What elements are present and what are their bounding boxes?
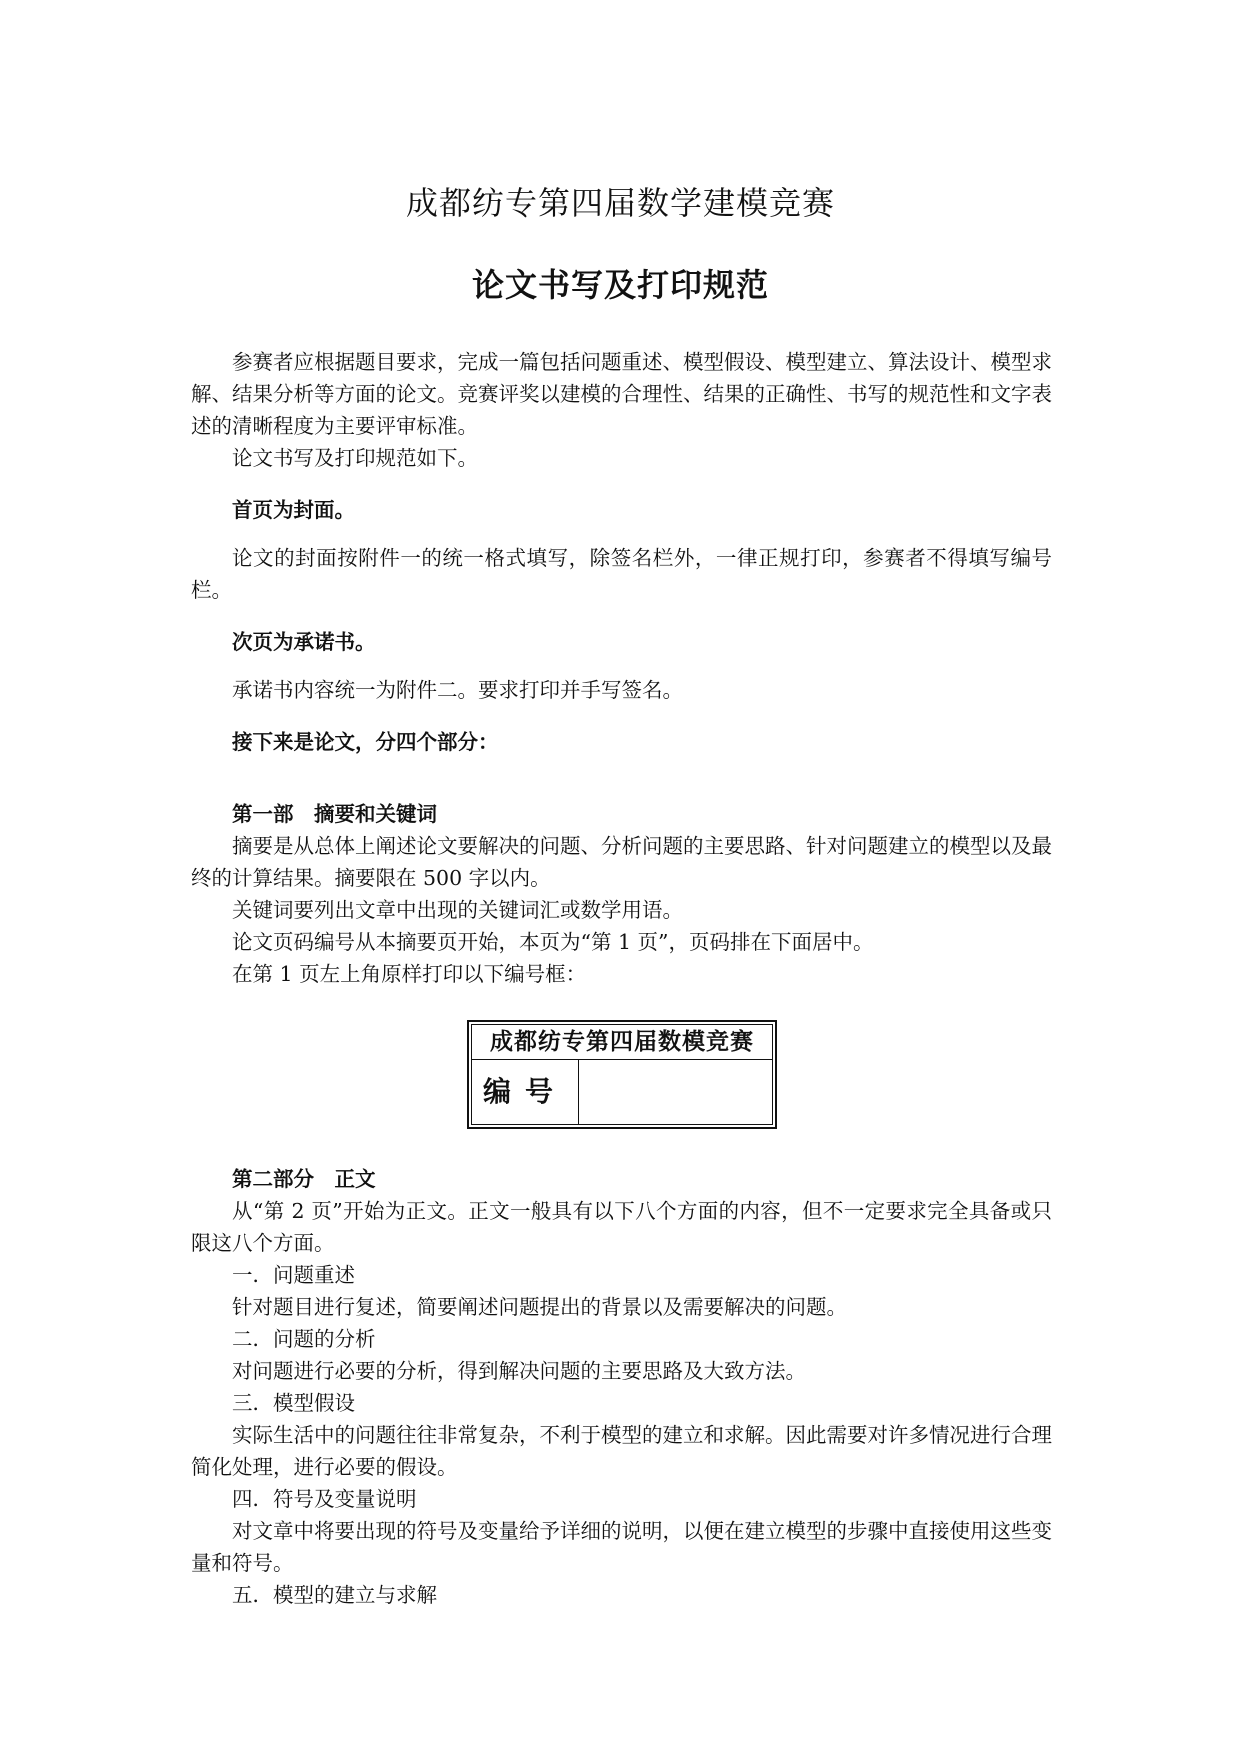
section-heading: 二．问题的分析 bbox=[232, 1327, 376, 1351]
cover-heading: 首页为封面。 bbox=[232, 498, 355, 522]
intro-paragraph-2: 论文书写及打印规范如下。 bbox=[232, 446, 478, 470]
section-text: 针对题目进行复述，简要阐述问题提出的背景以及需要解决的问题。 bbox=[232, 1295, 847, 1319]
intro-paragraph: 参赛者应根据题目要求，完成一篇包括问题重述、模型假设、模型建立、算法设计、模型求解、结果分析等方面的论文。竞赛评奖以建模的合理性、结果的正确性、书写的规范性和文字表述的清晰程度为主要评审标准。 bbox=[191, 350, 1052, 438]
part1-heading: 第一部 摘要和关键词 bbox=[232, 802, 437, 826]
number-box-label: 编号 bbox=[472, 1060, 579, 1125]
number-box bbox=[467, 1020, 777, 1129]
section-heading: 四．符号及变量说明 bbox=[232, 1487, 417, 1511]
section-heading: 一．问题重述 bbox=[232, 1263, 355, 1287]
section-text: 对文章中将要出现的符号及变量给予详细的说明，以便在建立模型的步骤中直接使用这些变量和符号。 bbox=[191, 1519, 1052, 1575]
pledge-text: 承诺书内容统一为附件二。要求打印并手写签名。 bbox=[232, 678, 683, 702]
document-subtitle: 论文书写及打印规范 bbox=[471, 266, 769, 304]
part1-page-number: 论文页码编号从本摘要页开始，本页为“第 1 页”，页码排在下面居中。 bbox=[232, 930, 874, 954]
part2-intro: 从“第 2 页”开始为正文。正文一般具有以下八个方面的内容，但不一定要求完全具备或只限这八个方面。 bbox=[191, 1199, 1052, 1255]
paper-intro: 接下来是论文，分四个部分： bbox=[232, 730, 499, 754]
part1-number-box-note: 在第 1 页左上角原样打印以下编号框： bbox=[232, 962, 587, 986]
part1-abstract: 摘要是从总体上阐述论文要解决的问题、分析问题的主要思路、针对问题建立的模型以及最终的计算结果。摘要限在 500 字以内。 bbox=[191, 834, 1052, 890]
section-text: 对问题进行必要的分析，得到解决问题的主要思路及大致方法。 bbox=[232, 1359, 806, 1383]
number-box-value-cell bbox=[579, 1060, 773, 1125]
pledge-heading: 次页为承诺书。 bbox=[232, 630, 376, 654]
section-text: 实际生活中的问题往往非常复杂，不利于模型的建立和求解。因此需要对许多情况进行合理简化处理，进行必要的假设。 bbox=[191, 1423, 1052, 1479]
section-heading: 五．模型的建立与求解 bbox=[232, 1583, 437, 1607]
part1-keywords: 关键词要列出文章中出现的关键词汇或数学用语。 bbox=[232, 898, 683, 922]
cover-text: 论文的封面按附件一的统一格式填写，除签名栏外，一律正规打印，参赛者不得填写编号栏。 bbox=[191, 546, 1052, 602]
document-body bbox=[191, 346, 1052, 1611]
section-heading: 三．模型假设 bbox=[232, 1391, 355, 1415]
document-title: 成都纺专第四届数学建模竞赛 bbox=[405, 184, 835, 222]
number-box-header: 成都纺专第四届数模竞赛 bbox=[472, 1025, 773, 1060]
part2-heading: 第二部分 正文 bbox=[232, 1167, 376, 1191]
